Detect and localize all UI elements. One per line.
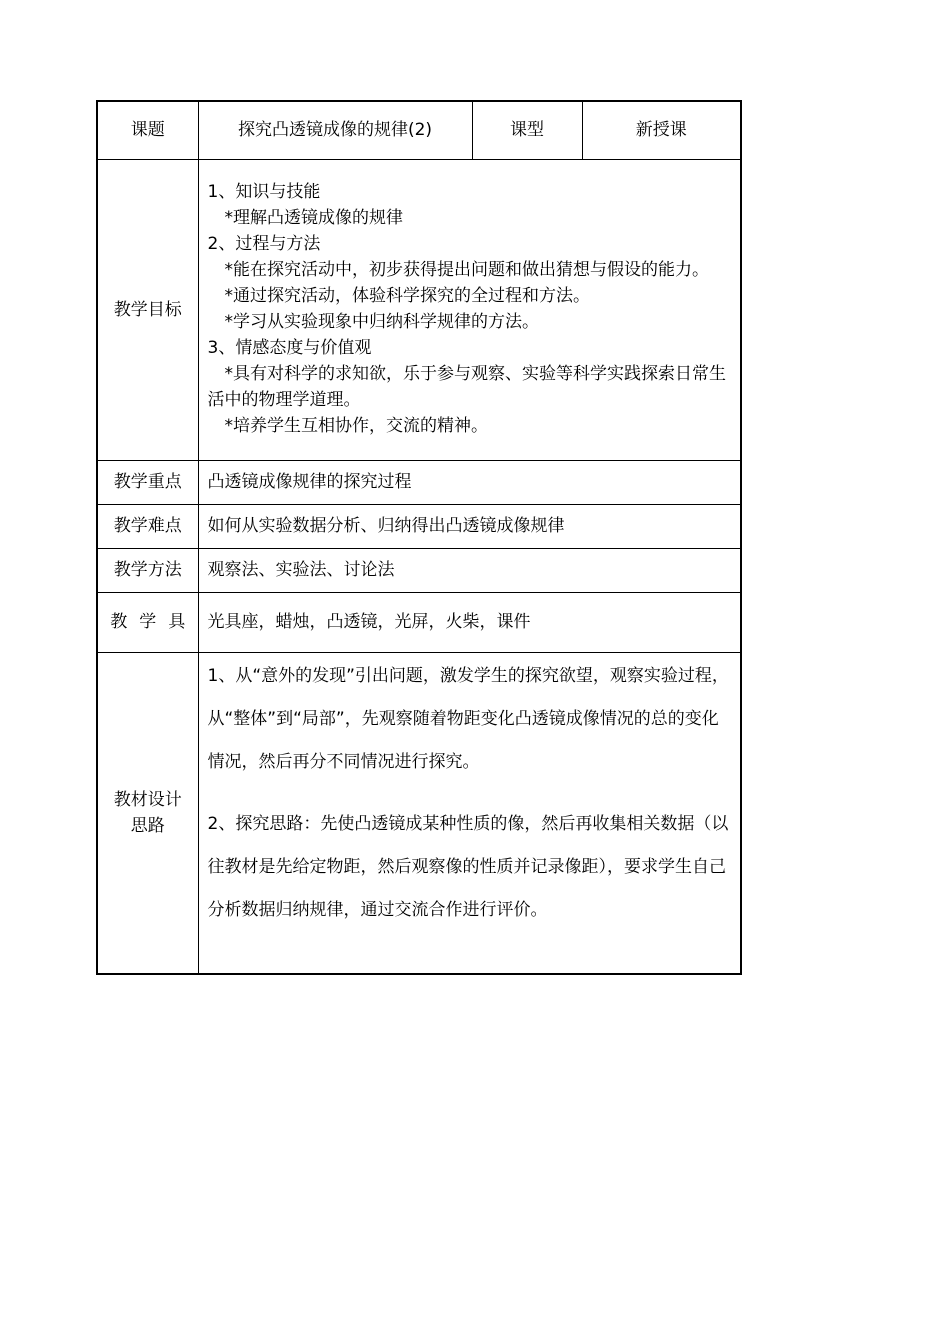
goals-row (97, 159, 741, 460)
goals-label: 教学目标 (97, 159, 198, 460)
design-paragraph-1: 1、从“意外的发现”引出问题，激发学生的探究欲望，观察实验过程，从“整体”到“局部”，先观察随着物距变化凸透镜成像情况的总的变化情况，然后再分不同情况进行探究。 (207, 665, 729, 772)
method-row (97, 548, 741, 592)
design-label-line2: 思路 (130, 815, 165, 836)
lesson-plan-table (96, 100, 742, 975)
header-row (97, 101, 741, 159)
goal-line: 3、情感态度与价值观 (207, 337, 372, 358)
method-value: 观察法、实验法、讨论法 (198, 548, 741, 592)
topic-label: 课题 (97, 101, 198, 159)
key-point-row (97, 460, 741, 504)
goals-content (198, 159, 741, 460)
goal-line-text: *具有对科学的求知欲，乐于参与观察、实验等科学实践探索日常生活中的物理学道理。 (207, 363, 726, 410)
goal-line: *理解凸透镜成像的规律 (224, 207, 403, 228)
difficulty-label: 教学难点 (97, 504, 198, 548)
goal-line: *培养学生互相协作，交流的精神。 (224, 415, 488, 436)
goal-line: *通过探究活动，体验科学探究的全过程和方法。 (224, 285, 590, 306)
tools-value: 光具座，蜡烛，凸透镜，光屏，火柴，课件 (198, 592, 741, 652)
goal-line: 1、知识与技能 (207, 181, 321, 202)
goal-line (208, 361, 733, 413)
tools-label-text: 教学具 (110, 612, 198, 632)
tools-row (97, 592, 741, 652)
goal-line (208, 257, 733, 283)
goal-line: *学习从实验现象中归纳科学规律的方法。 (224, 311, 539, 332)
type-label: 课型 (472, 101, 582, 159)
design-label (97, 652, 198, 974)
key-point-label: 教学重点 (97, 460, 198, 504)
key-point-value: 凸透镜成像规律的探究过程 (198, 460, 741, 504)
method-label: 教学方法 (97, 548, 198, 592)
design-label-line1: 教材设计 (113, 789, 182, 810)
difficulty-value: 如何从实验数据分析、归纳得出凸透镜成像规律 (198, 504, 741, 548)
design-content (198, 652, 741, 974)
difficulty-row (97, 504, 741, 548)
topic-value: 探究凸透镜成像的规律(2) (198, 101, 472, 159)
design-paragraph-2: 2、探究思路：先使凸透镜成某种性质的像，然后再收集相关数据（以往教材是先给定物距，然后观察像的性质并记录像距），要求学生自己分析数据归纳规律，通过交流合作进行评价。 (207, 813, 729, 920)
type-value: 新授课 (582, 101, 741, 159)
tools-label (97, 592, 198, 652)
design-row (97, 652, 741, 974)
goal-line: 2、过程与方法 (207, 233, 321, 254)
goal-line-text: *能在探究活动中，初步获得提出问题和做出猜想与假设的能力。 (224, 259, 709, 280)
